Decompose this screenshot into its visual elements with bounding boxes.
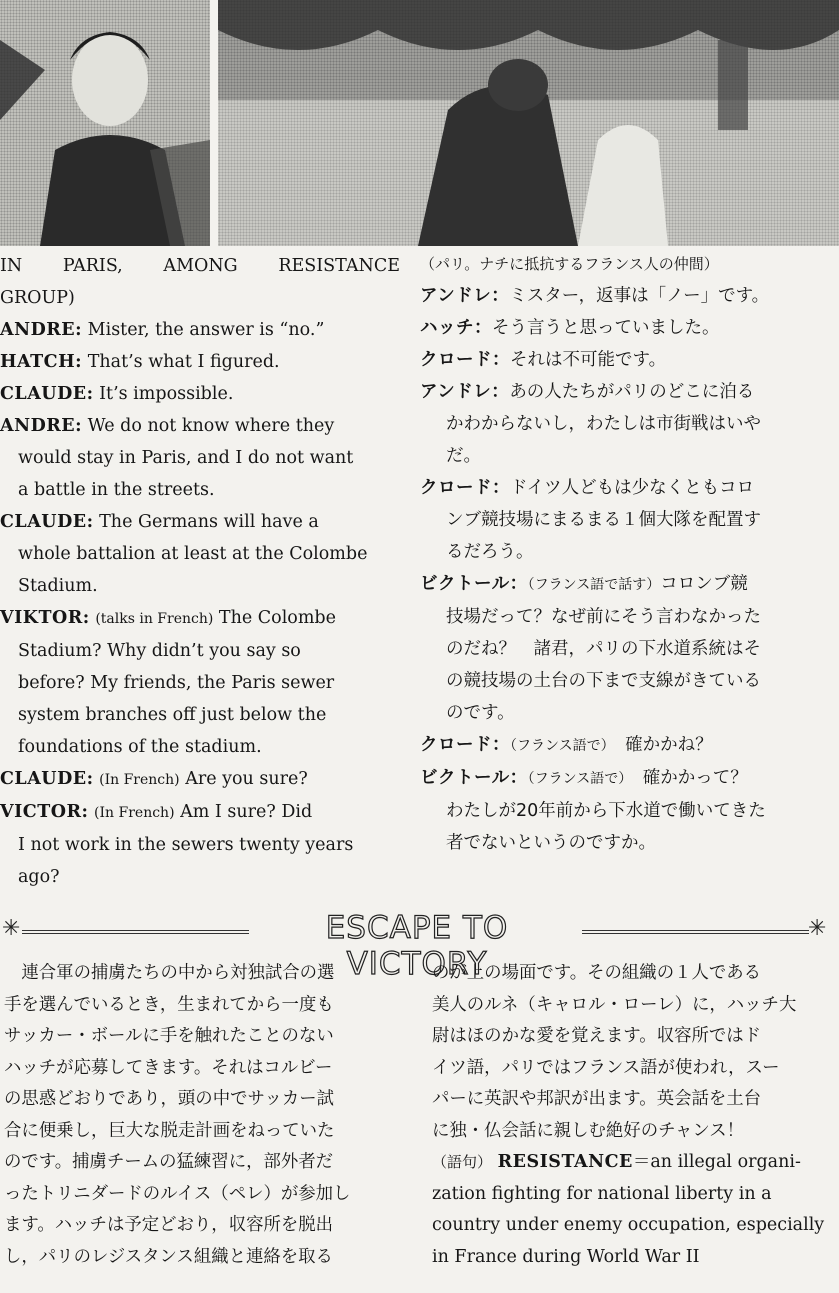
stage-direction-jp: （フランス語で話す） bbox=[527, 577, 661, 593]
speaker-name: VICTOR: bbox=[0, 802, 89, 822]
dialogue-text: Mister, the answer is “no.” bbox=[87, 320, 325, 340]
glossary-definition: ＝an illegal organi- bbox=[632, 1152, 801, 1172]
article-line: イツ語，パリではフランス語が使われ，スー bbox=[432, 1057, 780, 1078]
dialogue-text-jp: それは不可能です。 bbox=[510, 350, 667, 370]
speaker-name-jp: クロード： bbox=[420, 478, 510, 498]
dialogue-line bbox=[0, 378, 400, 410]
film-still-left bbox=[0, 0, 210, 246]
dialogue-cont-jp: のです。 bbox=[446, 703, 515, 723]
glossary-term: RESISTANCE bbox=[497, 1152, 633, 1172]
article-line: 合に便乗し，巨大な脱走計画をねっていた bbox=[4, 1120, 335, 1141]
article-line: のです。捕虜チームの猛練習に，部外者だ bbox=[4, 1152, 334, 1172]
article-line: し，パリのレジスタンス組織と連絡を取る bbox=[4, 1246, 333, 1267]
dialogue-cont-jp: わたしが20年前から下水道で働いてきた bbox=[446, 801, 766, 821]
speaker-name: ANDRE: bbox=[0, 320, 83, 340]
dialogue-line bbox=[0, 602, 400, 635]
dialogue-cont: would stay in Paris, and I do not want bbox=[18, 448, 354, 468]
star-ornament-icon: ✳ bbox=[808, 916, 827, 941]
dialogue-line-jp bbox=[420, 376, 836, 408]
dialogue-text-jp: ミスター，返事は「ノー」です。 bbox=[509, 286, 770, 306]
dialogue-text-jp: 確かかね？ bbox=[625, 735, 713, 755]
speaker-name: HATCH: bbox=[0, 352, 83, 372]
dialogue-cont: a battle in the streets. bbox=[18, 480, 215, 500]
banner-rule-left bbox=[22, 930, 249, 934]
dialogue-line bbox=[0, 346, 400, 378]
dialogue-cont: Stadium? Why didn’t you say so bbox=[18, 641, 301, 661]
dialogue-cont: Stadium. bbox=[18, 576, 98, 596]
dialogue-line-jp bbox=[420, 472, 836, 504]
glossary-label: （語句） bbox=[432, 1153, 493, 1171]
dialogue-line-jp bbox=[420, 729, 836, 762]
dialogue-cont-jp: 技場だって？なぜ前にそう言わなかった bbox=[446, 607, 761, 627]
dialogue-line-jp bbox=[420, 762, 836, 795]
speaker-name: CLAUDE: bbox=[0, 512, 94, 532]
dialogue-cont: I not work in the sewers twenty years bbox=[18, 835, 354, 855]
japanese-dialogue-column bbox=[420, 248, 836, 859]
stage-direction: (talks in French) bbox=[95, 611, 214, 627]
speaker-name: ANDRE: bbox=[0, 416, 83, 436]
dialogue-cont: system branches off just below the bbox=[18, 705, 327, 725]
dialogue-cont-jp: の競技場の土台の下まで支線がきている bbox=[446, 671, 761, 691]
speaker-name-jp: アンドレ： bbox=[420, 286, 510, 306]
glossary-line bbox=[432, 1147, 836, 1179]
dialogue-text-jp: コロンブ競 bbox=[660, 574, 748, 594]
speaker-name-jp: ハッチ： bbox=[420, 318, 492, 338]
speaker-name-jp: ビクトール： bbox=[420, 768, 528, 788]
stage-direction: (In French) bbox=[99, 772, 180, 788]
article-line: 尉はほのかな愛を覚えます。収容所ではド bbox=[432, 1026, 762, 1046]
dialogue-line bbox=[0, 410, 400, 442]
dialogue-text: That’s what I figured. bbox=[87, 352, 280, 372]
dialogue-line-jp bbox=[420, 568, 836, 601]
glossary-line: in France during World War II bbox=[432, 1246, 700, 1267]
glossary-entry bbox=[432, 1147, 836, 1273]
dialogue-line bbox=[0, 506, 400, 538]
dialogue-line bbox=[0, 314, 400, 346]
film-still-left-drawing bbox=[0, 0, 210, 246]
dialogue-cont: before? My friends, the Paris sewer bbox=[18, 673, 335, 693]
article-line: ったトリニダードのルイス（ペレ）が参加し bbox=[4, 1183, 351, 1204]
dialogue-line-jp bbox=[420, 344, 836, 376]
dialogue-line bbox=[0, 763, 400, 796]
dialogue-cont-jp: ンブ競技場にまるまる１個大隊を配置す bbox=[446, 510, 761, 530]
dialogue-line bbox=[0, 796, 400, 829]
dialogue-cont-jp: だ。 bbox=[446, 446, 481, 466]
speaker-name-jp: アンドレ： bbox=[420, 382, 510, 402]
dialogue-cont: whole battalion at least at the Colombe bbox=[18, 544, 368, 564]
speaker-name: VIKTOR: bbox=[0, 608, 90, 628]
dialogue-text: The Colombe bbox=[218, 608, 336, 628]
glossary-line: zation fighting for national liberty in a bbox=[432, 1183, 772, 1204]
article-line: 連合軍の捕虜たちの中から対独試合の選 bbox=[4, 963, 335, 983]
dialogue-line-jp bbox=[420, 280, 836, 312]
scene-heading-jp: （パリ。ナチに抵抗するフランス人の仲間） bbox=[420, 255, 719, 273]
dialogue-line-jp bbox=[420, 312, 836, 344]
glossary-line: country under enemy occupation, especially bbox=[432, 1215, 825, 1235]
speaker-name-jp: クロード： bbox=[420, 735, 510, 755]
article-line: ハッチが応募してきます。それはコルビー bbox=[4, 1057, 333, 1078]
speaker-name-jp: クロード： bbox=[420, 350, 510, 370]
dialogue-text-jp: ドイツ人どもは少なくともコロ bbox=[510, 478, 755, 498]
article-line: サッカー・ボールに手を触れたことのない bbox=[4, 1026, 334, 1046]
stage-direction-jp: （フランス語で） bbox=[510, 738, 608, 754]
stage-direction: (In French) bbox=[94, 805, 175, 821]
scene-heading: IN PARIS, AMONG RESISTANCE bbox=[0, 256, 400, 276]
article-column-right bbox=[432, 958, 836, 1273]
stage-direction-jp: （フランス語で） bbox=[527, 771, 626, 787]
speaker-name-jp: ビクトール： bbox=[420, 574, 528, 594]
dialogue-cont-jp: るだろう。 bbox=[446, 542, 534, 562]
dialogue-text: It’s impossible. bbox=[99, 384, 234, 404]
english-dialogue-column bbox=[0, 250, 400, 893]
dialogue-cont-jp: のだね？ 諸君，パリの下水道系統はそ bbox=[446, 639, 761, 659]
dialogue-text-jp: あの人たちがパリのどこに泊る bbox=[509, 382, 755, 402]
dialogue-cont-jp: かわからないし，わたしは市街戦はいや bbox=[446, 414, 761, 434]
star-ornament-icon: ✳ bbox=[2, 916, 21, 941]
article-line: パーに英訳や邦訳が出ます。英会話を土台 bbox=[432, 1089, 762, 1109]
speaker-name: CLAUDE: bbox=[0, 769, 94, 789]
article-column-left bbox=[4, 958, 408, 1273]
dialogue-text: Am I sure? Did bbox=[180, 802, 313, 822]
dialogue-text: We do not know where they bbox=[87, 416, 335, 436]
article-line: のが上の場面です。その組織の１人である bbox=[432, 963, 762, 983]
article-line: に独・仏会話に親しむ絶好のチャンス！ bbox=[432, 1120, 744, 1141]
dialogue-cont-jp: 者でないというのですか。 bbox=[446, 833, 656, 853]
speaker-name: CLAUDE: bbox=[0, 384, 94, 404]
film-still-right bbox=[218, 0, 839, 246]
scene-heading-cont: GROUP) bbox=[0, 288, 75, 308]
dialogue-text-jp: 確かかって？ bbox=[642, 768, 748, 788]
banner-title: ESCAPE TO VICTORY bbox=[325, 910, 509, 982]
article-line: の思惑どおりであり，頭の中でサッカー試 bbox=[4, 1089, 335, 1109]
article-line: ます。ハッチは予定どおり，収容所を脱出 bbox=[4, 1215, 334, 1235]
dialogue-text: Are you sure? bbox=[185, 769, 308, 789]
film-still-right-drawing bbox=[218, 0, 839, 246]
dialogue-cont: foundations of the stadium. bbox=[18, 737, 262, 757]
article-line: 美人のルネ（キャロル・ローレ）に，ハッチ大 bbox=[432, 994, 797, 1015]
banner-rule-right bbox=[582, 930, 809, 934]
dialogue-cont: ago? bbox=[18, 867, 60, 887]
dialogue-text: The Germans will have a bbox=[99, 512, 319, 532]
dialogue-text-jp: そう言うと思っていました。 bbox=[492, 318, 720, 338]
article-line: 手を選んでいるとき，生まれてから一度も bbox=[4, 994, 334, 1015]
